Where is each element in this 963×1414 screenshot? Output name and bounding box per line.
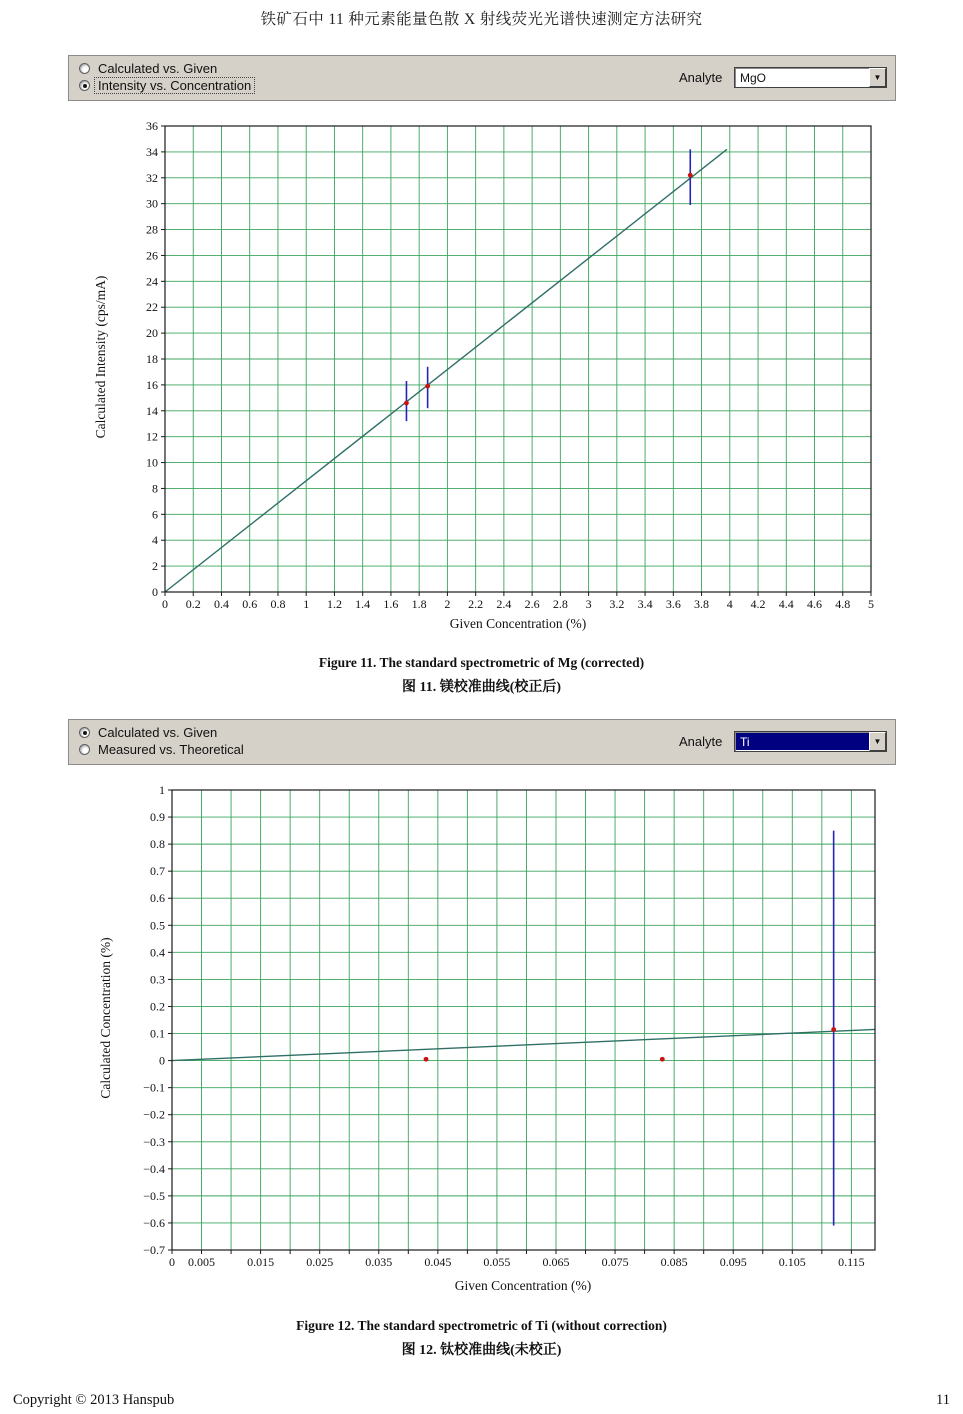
- svg-text:2: 2: [444, 597, 451, 611]
- svg-text:0.095: 0.095: [719, 1255, 747, 1269]
- svg-text:0.075: 0.075: [601, 1255, 629, 1269]
- svg-text:0: 0: [152, 585, 158, 599]
- svg-text:1.2: 1.2: [326, 597, 342, 611]
- svg-text:0.015: 0.015: [247, 1255, 275, 1269]
- svg-text:2: 2: [152, 559, 158, 574]
- radio-label: Calculated vs. Given: [98, 725, 218, 740]
- svg-text:−0.3: −0.3: [143, 1134, 165, 1149]
- footer-copyright: Copyright © 2013 Hanspub: [13, 1392, 175, 1408]
- svg-text:−0.7: −0.7: [143, 1243, 165, 1257]
- radio-button-icon: [79, 744, 90, 755]
- analyte-dropdown[interactable]: [734, 731, 887, 752]
- svg-text:5: 5: [868, 597, 874, 611]
- svg-text:34: 34: [146, 144, 158, 159]
- chart2-y-axis-title: Calculated Concentration (%): [98, 937, 113, 1099]
- svg-text:14: 14: [146, 403, 158, 418]
- svg-text:2.8: 2.8: [552, 597, 568, 611]
- svg-text:28: 28: [146, 222, 158, 237]
- calibration-chart-mg: [88, 118, 888, 618]
- svg-text:−0.4: −0.4: [143, 1161, 165, 1176]
- svg-text:4.4: 4.4: [778, 597, 794, 611]
- radio-button-icon: [79, 80, 90, 91]
- svg-text:12: 12: [146, 429, 158, 444]
- chart2-toolbar: [68, 719, 896, 765]
- svg-text:−0.2: −0.2: [143, 1107, 165, 1122]
- radio-button-icon: [79, 63, 90, 74]
- calibration-chart-ti: [95, 782, 905, 1292]
- svg-text:18: 18: [146, 352, 158, 366]
- analyte-label: Analyte: [679, 734, 723, 749]
- svg-text:−0.6: −0.6: [143, 1215, 165, 1230]
- dropdown-arrow-button[interactable]: [869, 68, 886, 87]
- svg-text:8: 8: [152, 481, 158, 496]
- svg-text:0: 0: [169, 1255, 175, 1269]
- svg-text:3.2: 3.2: [609, 597, 625, 611]
- radio-label: Calculated vs. Given: [98, 61, 218, 76]
- svg-text:4.2: 4.2: [750, 597, 766, 611]
- svg-text:22: 22: [146, 300, 158, 315]
- svg-text:3: 3: [585, 597, 592, 611]
- svg-text:36: 36: [146, 119, 158, 133]
- svg-text:4.8: 4.8: [835, 597, 851, 611]
- svg-text:−0.5: −0.5: [143, 1188, 165, 1203]
- svg-text:0.6: 0.6: [242, 597, 258, 611]
- svg-text:16: 16: [146, 377, 158, 392]
- analyte-label: Analyte: [679, 70, 723, 85]
- analyte-dropdown-value: Ti: [736, 733, 869, 750]
- svg-text:0.2: 0.2: [150, 999, 165, 1014]
- svg-text:24: 24: [146, 274, 158, 289]
- svg-text:4: 4: [152, 533, 158, 548]
- svg-text:0.7: 0.7: [150, 864, 165, 879]
- svg-text:0.085: 0.085: [660, 1255, 688, 1269]
- paper-title: 铁矿石中 11 种元素能量色散 X 射线荧光光谱快速测定方法研究: [260, 11, 703, 28]
- figure11-caption-en: Figure 11. The standard spectrometric of Mg (corrected): [318, 655, 645, 670]
- radio-measured-vs-theoretical[interactable]: [79, 742, 247, 757]
- radio-intensity-vs-concentration[interactable]: [79, 78, 254, 93]
- svg-text:1.6: 1.6: [383, 597, 399, 611]
- svg-text:1.8: 1.8: [411, 597, 427, 611]
- svg-text:3.4: 3.4: [637, 597, 653, 611]
- svg-text:2.2: 2.2: [468, 597, 484, 611]
- svg-text:0.8: 0.8: [270, 597, 286, 611]
- svg-text:−0.1: −0.1: [143, 1080, 165, 1095]
- svg-text:2.4: 2.4: [496, 597, 512, 611]
- chevron-down-icon: ▼: [873, 736, 882, 746]
- analyte-dropdown[interactable]: [734, 67, 887, 88]
- svg-text:4: 4: [726, 597, 733, 611]
- svg-text:2.6: 2.6: [524, 597, 540, 611]
- svg-text:0.2: 0.2: [185, 597, 201, 611]
- svg-text:0.3: 0.3: [150, 972, 165, 987]
- svg-text:1.4: 1.4: [355, 597, 371, 611]
- svg-text:1: 1: [303, 597, 310, 611]
- svg-text:32: 32: [146, 170, 158, 185]
- svg-text:20: 20: [146, 326, 158, 341]
- radio-label: Intensity vs. Concentration: [95, 78, 254, 93]
- svg-text:0.005: 0.005: [188, 1255, 216, 1269]
- svg-text:0.9: 0.9: [150, 810, 165, 825]
- chevron-down-icon: ▼: [873, 72, 882, 82]
- svg-text:4.6: 4.6: [807, 597, 823, 611]
- svg-text:1: 1: [159, 783, 165, 797]
- svg-text:6: 6: [152, 507, 158, 522]
- radio-calculated-vs-given[interactable]: [79, 725, 220, 740]
- svg-text:0.115: 0.115: [838, 1255, 865, 1269]
- svg-text:0.5: 0.5: [150, 918, 165, 933]
- analyte-dropdown-value: MgO: [740, 71, 767, 85]
- svg-text:3.8: 3.8: [694, 597, 710, 611]
- chart1-x-axis-title: Given Concentration (%): [449, 616, 587, 631]
- footer-page-number: 11: [936, 1392, 950, 1408]
- svg-text:3.6: 3.6: [665, 597, 681, 611]
- svg-text:0.025: 0.025: [306, 1255, 334, 1269]
- svg-text:0: 0: [159, 1053, 165, 1068]
- radio-calculated-vs-given[interactable]: [79, 61, 220, 76]
- svg-text:0.105: 0.105: [778, 1255, 806, 1269]
- svg-text:30: 30: [146, 196, 158, 211]
- svg-text:0.045: 0.045: [424, 1255, 452, 1269]
- chart1-toolbar: [68, 55, 896, 101]
- svg-text:0.035: 0.035: [365, 1255, 393, 1269]
- svg-text:0.055: 0.055: [483, 1255, 511, 1269]
- svg-text:0.8: 0.8: [150, 837, 165, 852]
- svg-text:0.1: 0.1: [150, 1026, 165, 1041]
- svg-text:0.6: 0.6: [150, 891, 165, 906]
- svg-text:0.065: 0.065: [542, 1255, 570, 1269]
- chart2-x-axis-title: Given Concentration (%): [454, 1278, 592, 1293]
- svg-text:0: 0: [162, 597, 168, 611]
- chart1-y-axis-title: Calculated Intensity (cps/mA): [93, 275, 108, 439]
- radio-button-icon: [79, 727, 90, 738]
- figure11-caption-zh: 图 11. 镁校准曲线(校正后): [401, 680, 562, 695]
- svg-text:0.4: 0.4: [150, 945, 165, 960]
- svg-text:0.4: 0.4: [213, 597, 229, 611]
- dropdown-arrow-button[interactable]: [869, 732, 886, 751]
- radio-label: Measured vs. Theoretical: [98, 742, 244, 757]
- svg-text:10: 10: [146, 455, 158, 470]
- figure12-caption-zh: 图 12. 钛校准曲线(未校正): [401, 1343, 562, 1358]
- figure12-caption-en: Figure 12. The standard spectrometric of Ti (without correction): [296, 1318, 667, 1333]
- svg-text:26: 26: [146, 248, 158, 263]
